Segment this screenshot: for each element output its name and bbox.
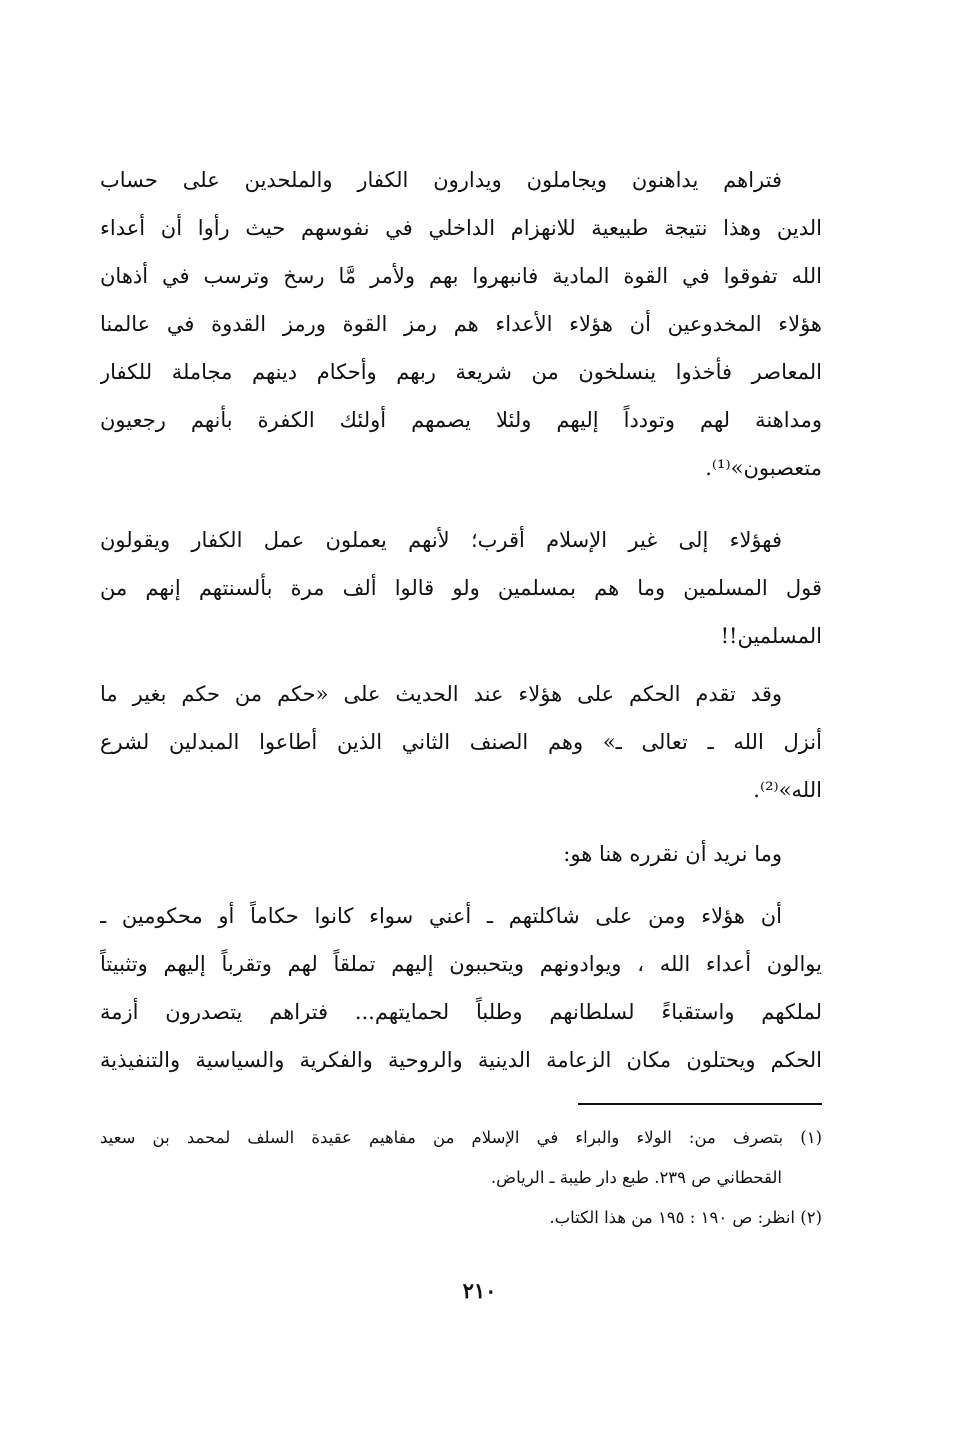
text-line: لملكهم واستقباءً لسلطانهم وطلباً لحمايتهم... فتراهم يتصدرون أزمة (100, 1000, 822, 1024)
paragraph-1 (100, 156, 822, 492)
footnote-separator (578, 1103, 822, 1105)
footnote-1-line-1: (١) بتصرف من: الولاء والبراء في الإسلام من مفاهيم عقيدة السلف لمحمد بن سعيد (100, 1128, 822, 1147)
text-line: المعاصر فأخذوا ينسلخون من شريعة ربهم وأحكام دينهم مجاملة للكفار (100, 360, 822, 384)
paragraph-5 (100, 892, 822, 1084)
paragraph-4 (100, 830, 822, 878)
text-line: الدين وهذا نتيجة طبيعية للانهزام الداخلي في نفوسهم حيث رأوا أن أعداء (100, 216, 822, 240)
text-line: الحكم ويحتلون مكان الزعامة الدينية والروحية والفكرية والسياسية والتنفيذية (100, 1048, 822, 1072)
text-line: فتراهم يداهنون ويجاملون ويدارون الكفار والملحدين على حساب (100, 168, 782, 192)
paragraph-3 (100, 670, 822, 814)
footnote-1-line-2: القحطاني ص ٢٣٩. طبع دار طيبة ـ الرياض. (490, 1168, 782, 1187)
text-line: وما نريد أن نقرره هنا هو: (563, 842, 782, 866)
text-line: الله»⁽²⁾. (753, 778, 822, 802)
text-line: الله تفوقوا في القوة المادية فانبهروا بهم ولأمر مَّا رسخ وترسب في أذهان (100, 264, 822, 288)
footnote-2: (٢) انظر: ص ١٩٠ : ١٩٥ من هذا الكتاب. (549, 1208, 822, 1227)
text-line: أنزل الله ـ تعالى ـ» وهم الصنف الثاني الذين أطاعوا المبدلين لشرع (100, 730, 822, 754)
text-line: هؤلاء المخدوعين أن هؤلاء الأعداء هم رمز القوة ورمز القدوة في عالمنا (100, 312, 822, 336)
text-line: متعصبون»⁽¹⁾. (705, 456, 822, 480)
footnotes (100, 1118, 822, 1238)
text-line: ومداهنة لهم وتودداً إليهم ولئلا يصمهم أولئك الكفرة بأنهم رجعيون (100, 408, 822, 432)
paragraph-2 (100, 516, 822, 660)
text-line: فهؤلاء إلى غير الإسلام أقرب؛ لأنهم يعملون عمل الكفار ويقولون (100, 528, 782, 552)
text-line: قول المسلمين وما هم بمسلمين ولو قالوا ألف مرة بألسنتهم إنهم من (100, 576, 822, 600)
text-line: أن هؤلاء ومن على شاكلتهم ـ أعني سواء كانوا حكاماً أو محكومين ـ (100, 904, 782, 928)
text-line: يوالون أعداء الله ، ويوادونهم ويتحببون إليهم تملقاً لهم وتقرباً إليهم وتثبيتاً (100, 952, 822, 976)
text-line: وقد تقدم الحكم على هؤلاء عند الحديث على «حكم من حكم بغير ما (100, 682, 782, 706)
text-line: المسلمين!! (720, 624, 822, 648)
page-number: ٢١٠ (462, 1278, 497, 1303)
